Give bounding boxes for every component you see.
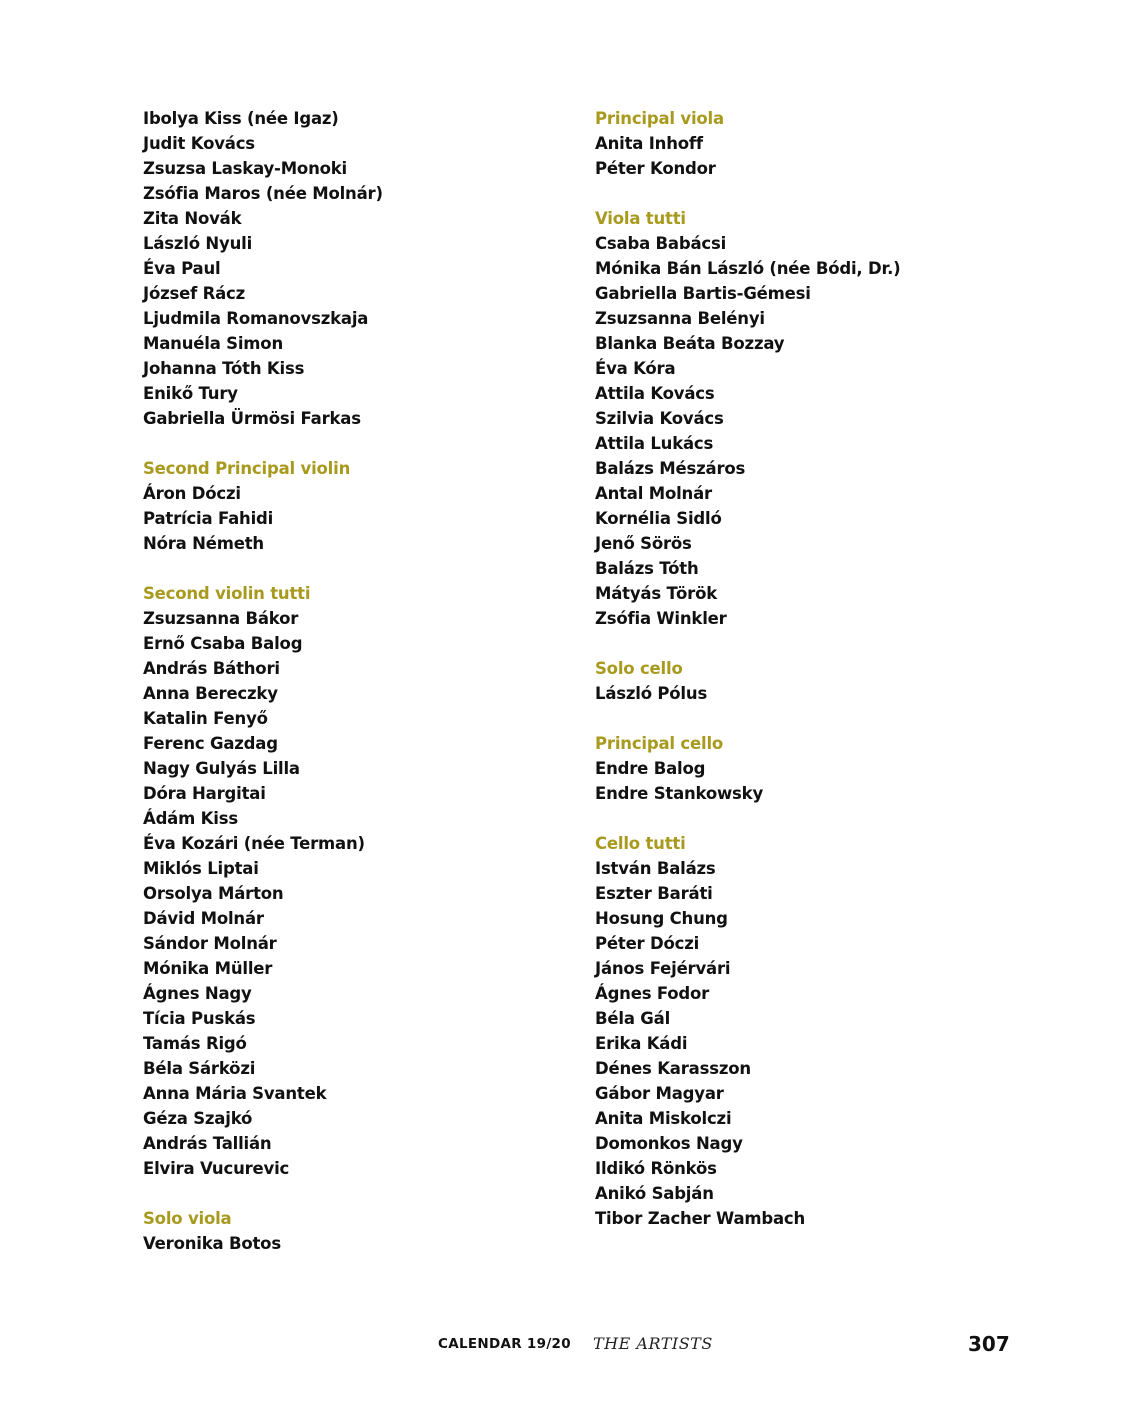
member-name: Gabriella Ürmösi Farkas <box>143 409 361 428</box>
member-name: Ágnes Fodor <box>595 984 710 1003</box>
section-heading: Second violin tutti <box>143 584 311 603</box>
spacer <box>143 556 563 581</box>
member-name: Balázs Mészáros <box>595 459 746 478</box>
member-name: Hosung Chung <box>595 909 728 928</box>
member-name: Dóra Hargitai <box>143 784 266 803</box>
member-name: Anna Bereczky <box>143 684 278 703</box>
member-name: Domonkos Nagy <box>595 1134 743 1153</box>
member-name: Attila Kovács <box>595 384 715 403</box>
member-name: Béla Gál <box>595 1009 671 1028</box>
member-name: Nóra Németh <box>143 534 264 553</box>
member-name: Patrícia Fahidi <box>143 509 274 528</box>
member-name: Veronika Botos <box>143 1234 281 1253</box>
member-name: Katalin Fenyő <box>143 709 268 728</box>
member-name: Csaba Babácsi <box>595 234 727 253</box>
member-name: Zsuzsanna Bákor <box>143 609 299 628</box>
member-name: Nagy Gulyás Lilla <box>143 759 300 778</box>
footer-calendar-label: CALENDAR 19/20 <box>438 1336 571 1352</box>
member-name: Zsuzsanna Belényi <box>595 309 765 328</box>
member-name: Ágnes Nagy <box>143 984 252 1003</box>
member-list <box>595 856 1035 1231</box>
member-name: Éva Paul <box>143 259 221 278</box>
member-name: Antal Molnár <box>595 484 712 503</box>
member-name: Kornélia Sidló <box>595 509 722 528</box>
member-name: Péter Dóczi <box>595 934 700 953</box>
member-name: Ildikó Rönkös <box>595 1159 717 1178</box>
member-name: Éva Kóra <box>595 359 676 378</box>
member-name: Tícia Puskás <box>143 1009 256 1028</box>
section-second-principal-violin <box>143 456 563 556</box>
member-name: Ibolya Kiss (née Igaz) <box>143 109 339 128</box>
member-list <box>143 1231 563 1256</box>
member-name: Zsófia Maros (née Molnár) <box>143 184 383 203</box>
member-name: Eszter Baráti <box>595 884 713 903</box>
member-name: Endre Balog <box>595 759 706 778</box>
left-column <box>143 106 563 1256</box>
section-heading: Second Principal violin <box>143 459 351 478</box>
member-name: Erika Kádi <box>595 1034 688 1053</box>
first-violin-list <box>143 106 563 431</box>
member-name: Ádám Kiss <box>143 809 238 828</box>
member-name: Zsófia Winkler <box>595 609 727 628</box>
section-principal-viola <box>595 106 1035 181</box>
member-name: Ernő Csaba Balog <box>143 634 303 653</box>
member-list <box>143 481 563 556</box>
member-name: Gábor Magyar <box>595 1084 724 1103</box>
spacer <box>143 1181 563 1206</box>
section-viola-tutti <box>595 206 1035 631</box>
right-column <box>595 106 1035 1231</box>
member-name: Béla Sárközi <box>143 1059 256 1078</box>
member-list <box>143 606 563 1181</box>
member-name: Endre Stankowsky <box>595 784 764 803</box>
member-name: Orsolya Márton <box>143 884 284 903</box>
member-name: Mónika Bán László (née Bódi, Dr.) <box>595 259 901 278</box>
member-name: Enikő Tury <box>143 384 238 403</box>
member-name: András Báthori <box>143 659 280 678</box>
section-principal-cello <box>595 731 1035 806</box>
section-heading: Viola tutti <box>595 209 686 228</box>
page-number: 307 <box>968 1332 1010 1356</box>
member-name: Anita Inhoff <box>595 134 703 153</box>
spacer <box>143 431 563 456</box>
member-list <box>595 681 1035 706</box>
member-name: Éva Kozári (née Terman) <box>143 834 365 853</box>
spacer <box>595 706 1035 731</box>
member-name: Attila Lukács <box>595 434 714 453</box>
member-name: János Fejérvári <box>595 959 731 978</box>
member-name: Dávid Molnár <box>143 909 264 928</box>
member-name: József Rácz <box>143 284 246 303</box>
member-list <box>595 131 1035 181</box>
section-heading: Principal viola <box>595 109 724 128</box>
member-name: Mátyás Török <box>595 584 717 603</box>
member-name: Szilvia Kovács <box>595 409 724 428</box>
section-solo-cello <box>595 656 1035 706</box>
member-name: Anikó Sabján <box>595 1184 714 1203</box>
member-name: Tamás Rigó <box>143 1034 247 1053</box>
member-name: Ferenc Gazdag <box>143 734 278 753</box>
section-solo-viola <box>143 1206 563 1256</box>
section-heading: Solo cello <box>595 659 683 678</box>
member-name: Ljudmila Romanovszkaja <box>143 309 369 328</box>
member-name: Judit Kovács <box>143 134 255 153</box>
member-name: Jenő Sörös <box>595 534 692 553</box>
member-name: Zita Novák <box>143 209 242 228</box>
member-name: Dénes Karasszon <box>595 1059 751 1078</box>
member-name: Elvira Vucurevic <box>143 1159 290 1178</box>
member-name: Anita Miskolczi <box>595 1109 732 1128</box>
section-cello-tutti <box>595 831 1035 1231</box>
member-name: Tibor Zacher Wambach <box>595 1209 806 1228</box>
spacer <box>595 631 1035 656</box>
member-name: Mónika Müller <box>143 959 273 978</box>
member-name: László Pólus <box>595 684 708 703</box>
member-name: Anna Mária Svantek <box>143 1084 327 1103</box>
member-name: Balázs Tóth <box>595 559 699 578</box>
member-name: András Tallián <box>143 1134 272 1153</box>
member-name: László Nyuli <box>143 234 253 253</box>
member-list <box>595 756 1035 806</box>
section-heading: Solo viola <box>143 1209 232 1228</box>
member-name: István Balázs <box>595 859 716 878</box>
member-name: Blanka Beáta Bozzay <box>595 334 785 353</box>
member-list <box>595 231 1035 631</box>
spacer <box>595 181 1035 206</box>
footer-section-title: THE ARTISTS <box>593 1334 713 1353</box>
member-name: Gabriella Bartis-Gémesi <box>595 284 811 303</box>
member-name: Péter Kondor <box>595 159 716 178</box>
page-footer <box>0 1332 1123 1362</box>
member-name: Áron Dóczi <box>143 484 241 503</box>
member-name: Johanna Tóth Kiss <box>143 359 305 378</box>
section-heading: Cello tutti <box>595 834 686 853</box>
member-name: Manuéla Simon <box>143 334 283 353</box>
member-name: Zsuzsa Laskay-Monoki <box>143 159 347 178</box>
section-heading: Principal cello <box>595 734 724 753</box>
member-name: Géza Szajkó <box>143 1109 253 1128</box>
section-second-violin-tutti <box>143 581 563 1181</box>
member-name: Miklós Liptai <box>143 859 259 878</box>
member-name: Sándor Molnár <box>143 934 277 953</box>
spacer <box>595 806 1035 831</box>
